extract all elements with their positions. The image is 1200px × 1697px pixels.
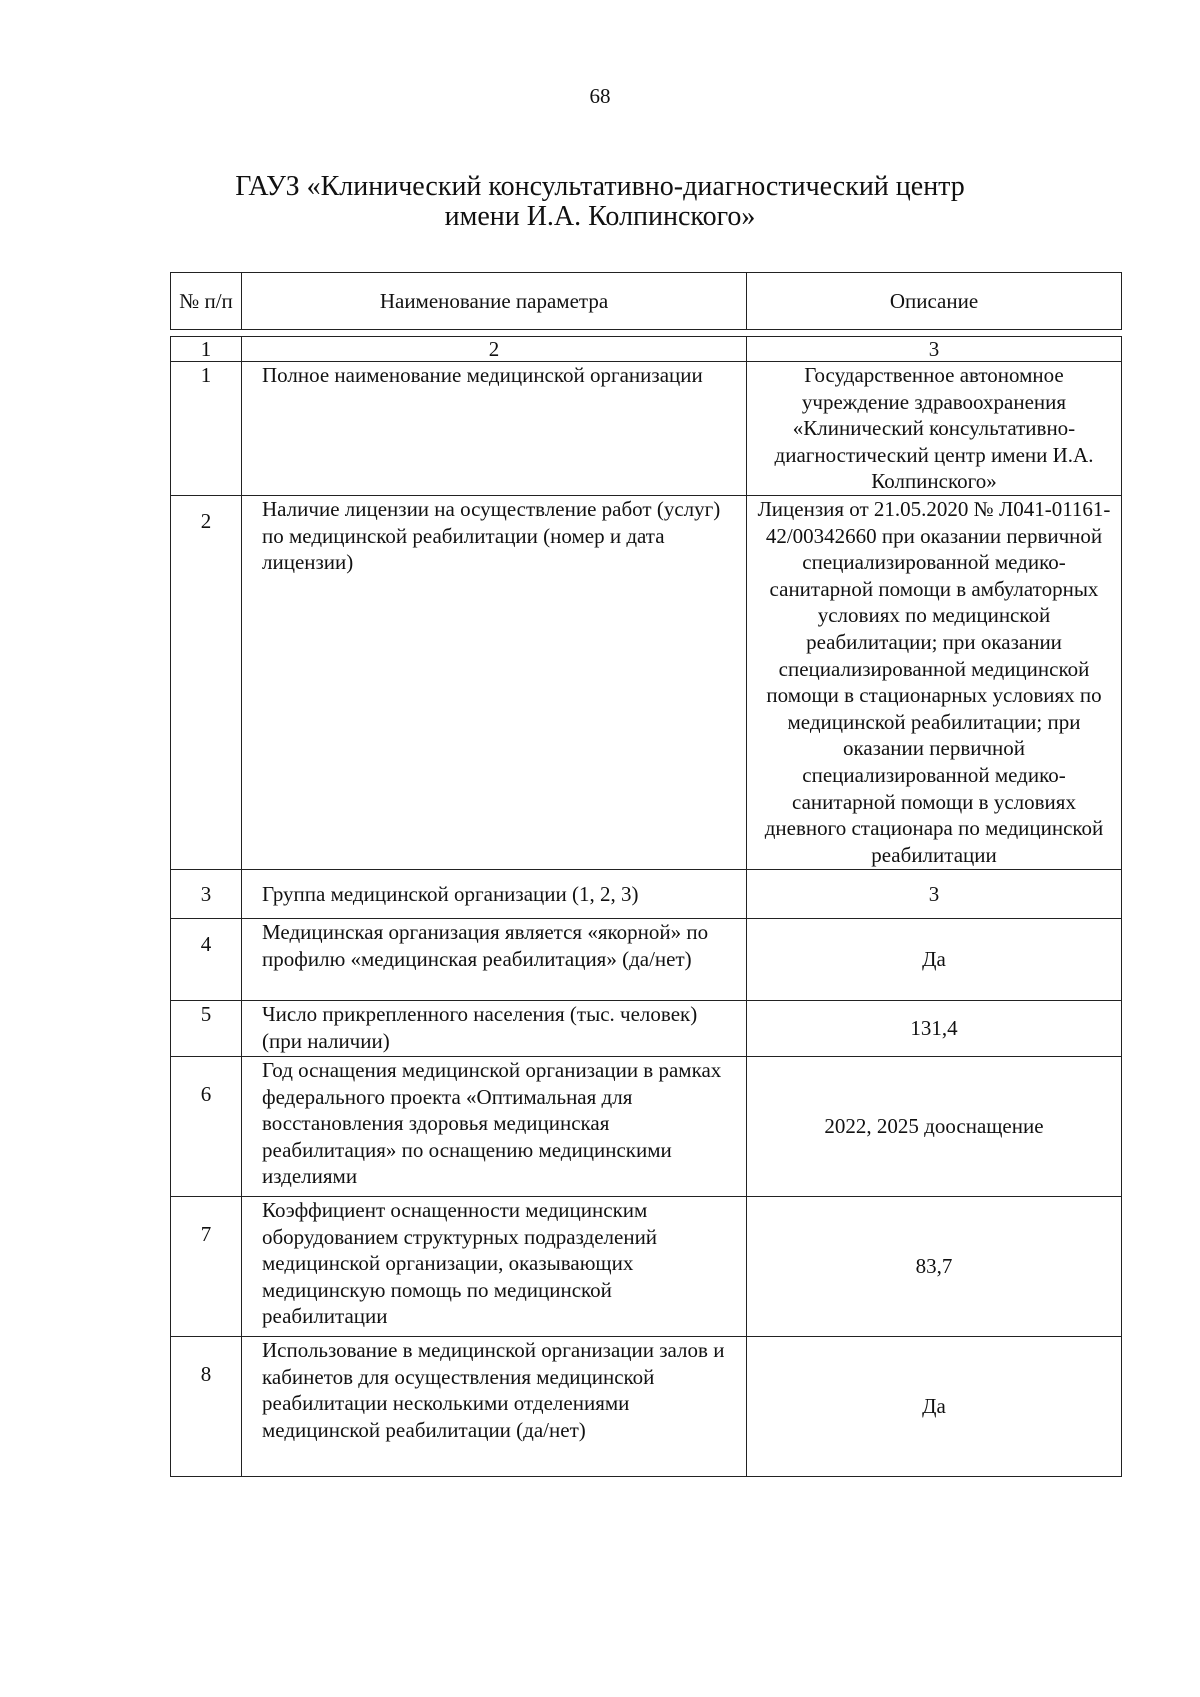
header-desc: Описание bbox=[747, 273, 1122, 330]
row-description: 131,4 bbox=[747, 1001, 1122, 1057]
row-number: 2 bbox=[171, 496, 242, 870]
row-parameter: Использование в медицинской организации залов и кабинетов для осуществления медицинской реабилитации несколькими отделениями медицинской реабилитации (да/нет) bbox=[242, 1337, 747, 1477]
row-parameter: Полное наименование медицинской организации bbox=[242, 362, 747, 496]
table-row bbox=[171, 362, 1122, 496]
row-number: 4 bbox=[171, 919, 242, 1001]
row-parameter: Год оснащения медицинской организации в рамках федерального проекта «Оптимальная для восстановления здоровья медицинская реабилитация» по оснащению медицинскими изделиями bbox=[242, 1057, 747, 1197]
title-line-2: имени И.А. Колпинского» bbox=[444, 201, 756, 232]
row-description: Лицензия от 21.05.2020 № Л041-01161-42/00342660 при оказании первичной специализированной медико-санитарной помощи в амбулаторных условиях по медицинской реабилитации; при оказании специализированной медицинской помощи в стационарных условиях по медицинской реабилитации; при оказании первичной специализированной медико-санитарной помощи в условиях дневного стационара по медицинской реабилитации bbox=[747, 496, 1122, 870]
table-row bbox=[171, 1197, 1122, 1337]
table-row bbox=[171, 496, 1122, 870]
row-description: Да bbox=[747, 919, 1122, 1001]
row-description: Да bbox=[747, 1337, 1122, 1477]
index-cell: 1 bbox=[171, 337, 242, 362]
page-title bbox=[200, 172, 1000, 232]
row-number: 1 bbox=[171, 362, 242, 496]
row-number: 6 bbox=[171, 1057, 242, 1197]
table-row bbox=[171, 1337, 1122, 1477]
row-description: 2022, 2025 дооснащение bbox=[747, 1057, 1122, 1197]
row-number: 3 bbox=[171, 870, 242, 919]
row-parameter: Наличие лицензии на осуществление работ (услуг) по медицинской реабилитации (номер и дата лицензии) bbox=[242, 496, 747, 870]
row-description: 83,7 bbox=[747, 1197, 1122, 1337]
row-description: Государственное автономное учреждение здравоохранения «Клинический консультативно-диагностический центр имени И.А. Колпинского» bbox=[747, 362, 1122, 496]
header-param: Наименование параметра bbox=[242, 273, 747, 330]
row-number: 5 bbox=[171, 1001, 242, 1057]
header-num: № п/п bbox=[171, 273, 242, 330]
row-description: 3 bbox=[747, 870, 1122, 919]
index-cell: 2 bbox=[242, 337, 747, 362]
table-row bbox=[171, 919, 1122, 1001]
index-cell: 3 bbox=[747, 337, 1122, 362]
header-row bbox=[171, 273, 1122, 330]
table-row bbox=[171, 1001, 1122, 1057]
row-parameter: Число прикрепленного населения (тыс. человек) (при наличии) bbox=[242, 1001, 747, 1057]
row-parameter: Группа медицинской организации (1, 2, 3) bbox=[242, 870, 747, 919]
row-parameter: Коэффициент оснащенности медицинским оборудованием структурных подразделений медицинской организации, оказывающих медицинскую помощь по медицинской реабилитации bbox=[242, 1197, 747, 1337]
title-line-1: ГАУЗ «Клинический консультативно-диагностический центр bbox=[235, 171, 965, 202]
index-row bbox=[171, 337, 1122, 362]
header-table bbox=[170, 272, 1122, 330]
row-number: 8 bbox=[171, 1337, 242, 1477]
row-number: 7 bbox=[171, 1197, 242, 1337]
parameters-table bbox=[170, 336, 1122, 1477]
page-number: 68 bbox=[589, 84, 611, 108]
row-parameter: Медицинская организация является «якорной» по профилю «медицинская реабилитация» (да/нет) bbox=[242, 919, 747, 1001]
table-row bbox=[171, 870, 1122, 919]
table-row bbox=[171, 1057, 1122, 1197]
